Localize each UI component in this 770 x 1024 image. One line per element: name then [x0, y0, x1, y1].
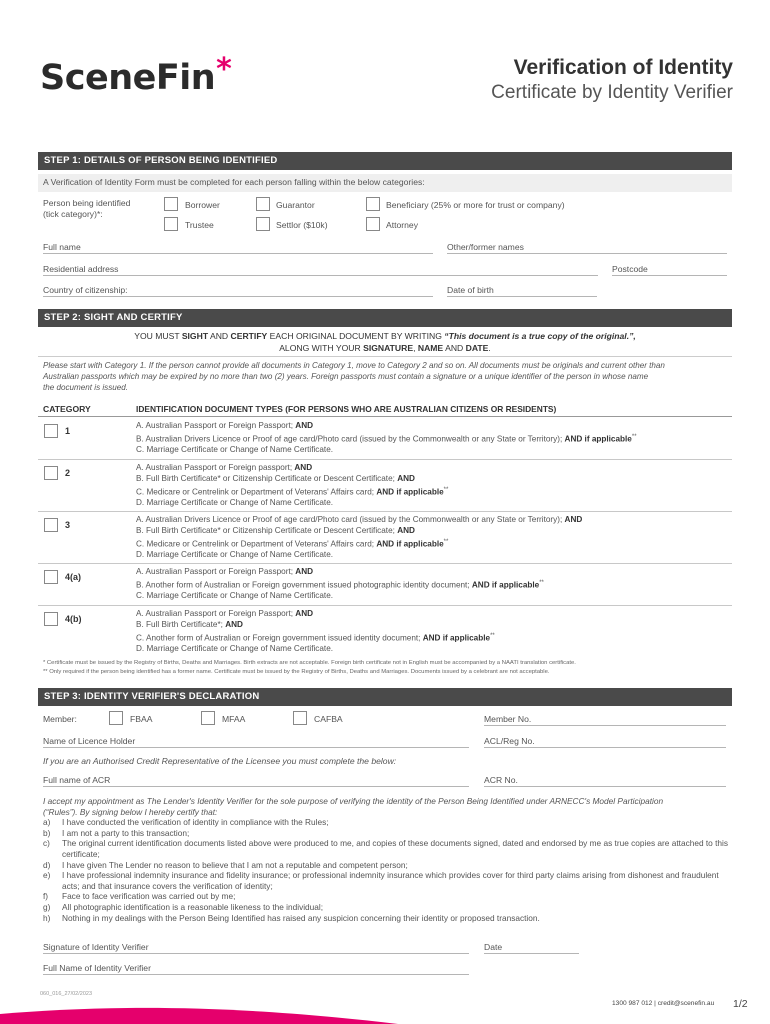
category-4a-item: A. Australian Passport or Foreign Passport; AND [136, 567, 314, 576]
borrower-label: Borrower [185, 200, 220, 210]
trustee-label: Trustee [185, 220, 214, 230]
step2-divider [38, 356, 732, 357]
other-names-field[interactable] [447, 253, 727, 254]
category-1-label: 1 [65, 426, 71, 436]
acr-name-field[interactable] [43, 786, 469, 787]
footnote-birth-certificate: * Certificate must be issued by the Registry of Births, Deaths and Marriages. Birth extracts are not acceptable. Foreign birth certificate not in English must be accompanied by a NAATI translation certificate. [43, 660, 576, 666]
declaration-item: a) I have conducted the verification of identity in compliance with the Rules; [43, 817, 329, 828]
country-label: Country of citizenship: [43, 285, 128, 295]
declaration-item: b) I am not a party to this transaction; [43, 827, 190, 838]
settlor-checkbox[interactable] [256, 217, 270, 231]
beneficiary-label: Beneficiary (25% or more for trust or company) [386, 200, 565, 210]
category-4b-item: A. Australian Passport or Foreign Passport; AND [136, 609, 314, 618]
licence-holder-label: Name of Licence Holder [43, 736, 136, 746]
mfaa-checkbox[interactable] [201, 711, 215, 725]
trustee-checkbox[interactable] [164, 217, 178, 231]
cafba-label: CAFBA [314, 714, 343, 724]
step2-note-line1: Please start with Category 1. If the person cannot provide all documents in Category 1, move to Category 2 and so on. All documents must be originals and current other than [43, 361, 665, 370]
category-row-2 [38, 460, 732, 512]
member-no-field[interactable] [484, 725, 726, 726]
acl-reg-field[interactable] [484, 747, 726, 748]
title-main: Verification of Identity [513, 56, 733, 79]
declaration-item: e) I have professional indemnity insurance and fidelity insurance; or professional indemnity insurance which provides cover for third party claims arising from dishonest and fraudulent acts; and that insurance covers the verification of identity; [43, 870, 719, 891]
category-label-tick: (tick category)*: [43, 209, 103, 219]
footnote-former-name: ** Only required if the person being identified has a former name. Certificate must be issued by the Registry of Births, Deaths and Marriages. Documents issued by a celebrant are not acceptable. [43, 669, 550, 675]
brand-star: * [216, 52, 232, 87]
title-sub: Certificate by Identity Verifier [491, 82, 733, 103]
step2-heading: STEP 2: SIGHT AND CERTIFY [38, 309, 732, 327]
category-label: Person being identified [43, 198, 131, 208]
category-1-item: C. Marriage Certificate or Change of Name Certificate. [136, 445, 334, 455]
category-row-1 [38, 418, 732, 460]
form-code: 060_016_27/02/2023 [40, 991, 92, 997]
step2-instruction-line1: YOU MUST SIGHT AND CERTIFY EACH ORIGINAL DOCUMENT BY WRITING “This document is a true copy of the original.”, [134, 331, 636, 341]
declaration-item: c) The original current identification documents listed above were produced to me, and copies of these documents signed, dated and endorsed by me as true copies are attached to this certificate; [43, 838, 728, 859]
postcode-field[interactable] [612, 275, 727, 276]
category-4b-item: B. Full Birth Certificate*; AND [136, 619, 243, 629]
attorney-label: Attorney [386, 220, 419, 230]
category-4b-item: C. Another form of Australian or Foreign government issued identity document; AND if applicable** [136, 632, 495, 643]
country-field[interactable] [43, 296, 433, 297]
category-4b-item: D. Marriage Certificate or Change of Name Certificate. [136, 644, 334, 654]
category-1-item: B. Australian Drivers Licence or Proof of age card/Photo card (issued by the Commonwealth or any State or Territory); AND if applicable** [136, 433, 637, 444]
step2-note-line3: the document is issued. [43, 383, 129, 392]
date-label: Date [484, 942, 503, 952]
acl-reg-label: ACL/Reg No. [484, 736, 535, 746]
table-header-rule [38, 416, 732, 417]
residential-address-label: Residential address [43, 264, 119, 274]
date-field[interactable] [484, 953, 579, 954]
category-2-label: 2 [65, 468, 71, 478]
attorney-checkbox[interactable] [366, 217, 380, 231]
declaration-item: h) Nothing in my dealings with the Person Being Identified has raised any suspicion concerning their identity or proposed transaction. [43, 912, 540, 923]
dob-label: Date of birth [447, 285, 494, 295]
step2-note-line2: Australian passports which may be expired by no more than two (2) years. Foreign passports must contain a signature or a unique identifier of the person in whose name [43, 372, 649, 381]
footer-contact: 1300 987 012 | credit@scenefin.au [612, 1000, 715, 1007]
declaration [43, 796, 733, 923]
verifier-full-name-label: Full Name of Identity Verifier [43, 963, 151, 973]
other-names-label: Other/former names [447, 242, 524, 252]
declaration-item: d) I have given The Lender no reason to believe that I am not a reputable and competent person; [43, 859, 408, 870]
fbaa-label: FBAA [130, 714, 153, 724]
category-3-checkbox[interactable] [44, 518, 58, 532]
guarantor-checkbox[interactable] [256, 197, 270, 211]
signature-field[interactable] [43, 953, 469, 954]
declaration-item: f) Face to face verification was carried out by me; [43, 891, 236, 902]
step3-heading: STEP 3: IDENTITY VERIFIER'S DECLARATION [38, 688, 732, 706]
borrower-checkbox[interactable] [164, 197, 178, 211]
declaration-intro-cont: (“Rules”). By signing below I hereby certify that: [43, 806, 218, 817]
declaration-item: g) All photographic identification is a reasonable likeness to the individual; [43, 901, 324, 912]
category-4b-label: 4(b) [65, 614, 82, 624]
footer-accent-curve [0, 992, 770, 1024]
category-2-item: D. Marriage Certificate or Change of Name Certificate. [136, 498, 334, 508]
category-3-item: B. Full Birth Certificate* or Citizenship Certificate or Descent Certificate; AND [136, 525, 415, 535]
column-category: CATEGORY [43, 404, 91, 414]
category-3-item: D. Marriage Certificate or Change of Name Certificate. [136, 550, 334, 560]
member-label: Member: [43, 714, 77, 724]
page-number: 1/2 [733, 998, 748, 1010]
brand-logo: SceneFin* [40, 52, 232, 98]
verifier-full-name-field[interactable] [43, 974, 469, 975]
signature-label: Signature of Identity Verifier [43, 942, 149, 952]
step2-instruction-line2: ALONG WITH YOUR SIGNATURE, NAME AND DATE. [279, 343, 491, 353]
category-row-3 [38, 512, 732, 564]
category-2-checkbox[interactable] [44, 466, 58, 480]
cafba-checkbox[interactable] [293, 711, 307, 725]
settlor-label: Settlor ($10k) [276, 220, 328, 230]
acr-no-label: ACR No. [484, 775, 518, 785]
dob-field[interactable] [447, 296, 597, 297]
category-2-item: C. Medicare or Centrelink or Department of Veterans' Affairs card; AND if applicable** [136, 486, 449, 497]
category-table [38, 418, 732, 656]
category-3-item: C. Medicare or Centrelink or Department of Veterans' Affairs card; AND if applicable** [136, 538, 449, 549]
category-4a-item: C. Marriage Certificate or Change of Name Certificate. [136, 591, 334, 601]
step1-intro: A Verification of Identity Form must be completed for each person falling within the below categories: [43, 177, 425, 187]
member-no-label: Member No. [484, 714, 532, 724]
category-4a-label: 4(a) [65, 572, 82, 582]
category-row-4b [38, 606, 732, 656]
category-4a-checkbox[interactable] [44, 570, 58, 584]
category-3-label: 3 [65, 520, 71, 530]
mfaa-label: MFAA [222, 714, 246, 724]
column-document-types: IDENTIFICATION DOCUMENT TYPES (FOR PERSONS WHO ARE AUSTRALIAN CITIZENS OR RESIDENTS) [136, 404, 557, 414]
acr-note: If you are an Authorised Credit Representative of the Licensee you must complete the below: [43, 756, 397, 766]
full-name-field[interactable] [43, 253, 433, 254]
declaration-intro: I accept my appointment as The Lender's Identity Verifier for the sole purpose of verifying the identity of the Person Being Identified under ARNECC's Model Participation [43, 796, 664, 806]
guarantor-label: Guarantor [276, 200, 315, 210]
residential-address-field[interactable] [43, 275, 598, 276]
beneficiary-checkbox[interactable] [366, 197, 380, 211]
full-name-label: Full name [43, 242, 81, 252]
category-3-item: A. Australian Drivers Licence or Proof of age card/Photo card (issued by the Commonwealth or any State or Territory); AND [136, 515, 583, 524]
acr-name-label: Full name of ACR [43, 775, 111, 785]
accent-swoosh [0, 1008, 460, 1024]
category-1-checkbox[interactable] [44, 424, 58, 438]
postcode-label: Postcode [612, 264, 648, 274]
fbaa-checkbox[interactable] [109, 711, 123, 725]
step1-heading: STEP 1: DETAILS OF PERSON BEING IDENTIFIED [38, 152, 732, 170]
category-row-4a [38, 564, 732, 606]
category-1-item: A. Australian Passport or Foreign Passport; AND [136, 421, 314, 430]
licence-holder-field[interactable] [43, 747, 469, 748]
document-title [491, 56, 733, 104]
category-4a-item: B. Another form of Australian or Foreign government issued photographic identity document; AND if applicable** [136, 579, 544, 590]
category-4b-checkbox[interactable] [44, 612, 58, 626]
acr-no-field[interactable] [484, 786, 726, 787]
category-2-item: B. Full Birth Certificate* or Citizenship Certificate or Descent Certificate; AND [136, 473, 415, 483]
category-2-item: A. Australian Passport or Foreign passport; AND [136, 463, 313, 472]
